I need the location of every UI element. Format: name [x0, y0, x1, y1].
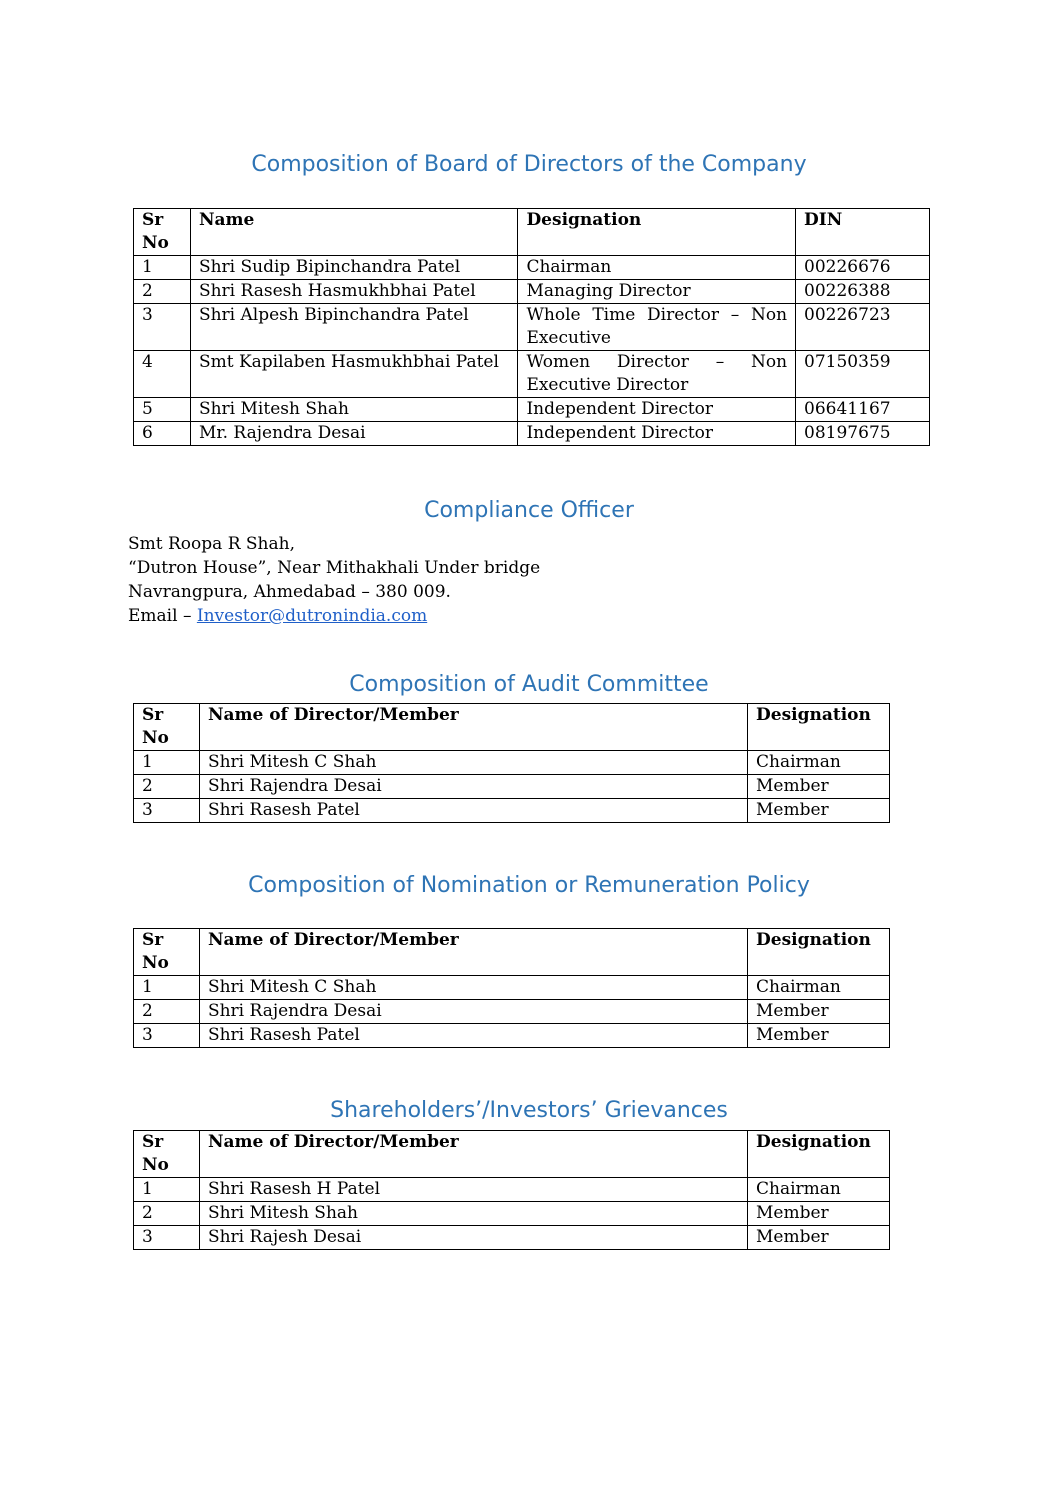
cell-din: 00226676	[796, 256, 930, 280]
address-line: Navrangpura, Ahmedabad – 380 009.	[128, 582, 451, 602]
cell-sr: 4	[134, 351, 191, 398]
email-label: Email –	[128, 606, 197, 626]
header-designation: Designation	[748, 929, 890, 976]
header-sr: Sr No	[134, 1131, 200, 1178]
header-designation: Designation	[748, 1131, 890, 1178]
table-row	[134, 398, 930, 422]
nomination-heading: Composition of Nomination or Remuneration Policy	[248, 873, 810, 898]
audit-table	[133, 703, 890, 823]
compliance-heading: Compliance Officer	[424, 498, 634, 523]
grievances-table	[133, 1130, 890, 1250]
table-header-row	[134, 929, 890, 976]
cell-name: Shri Mitesh C Shah	[199, 976, 747, 1000]
compliance-address	[128, 532, 540, 628]
table-row	[134, 256, 930, 280]
cell-sr: 1	[134, 751, 200, 775]
board-table	[133, 208, 930, 446]
cell-designation: Women Director – Non Executive Director	[518, 351, 796, 398]
table-row	[134, 799, 890, 823]
cell-name: Shri Mitesh C Shah	[199, 751, 747, 775]
header-name: Name of Director/Member	[199, 704, 747, 751]
cell-designation: Managing Director	[518, 280, 796, 304]
cell-name: Shri Mitesh Shah	[190, 398, 517, 422]
cell-sr: 5	[134, 398, 191, 422]
board-heading: Composition of Board of Directors of the Company	[251, 152, 807, 177]
cell-designation: Member	[748, 1000, 890, 1024]
cell-name: Shri Rajesh Desai	[199, 1226, 747, 1250]
cell-din: 07150359	[796, 351, 930, 398]
table-header-row	[134, 704, 890, 751]
header-sr: Sr No	[134, 704, 200, 751]
table-row	[134, 351, 930, 398]
cell-din: 06641167	[796, 398, 930, 422]
cell-sr: 2	[134, 280, 191, 304]
cell-din: 00226388	[796, 280, 930, 304]
table-row	[134, 775, 890, 799]
cell-din: 00226723	[796, 304, 930, 351]
cell-designation: Chairman	[748, 976, 890, 1000]
cell-name: Mr. Rajendra Desai	[190, 422, 517, 446]
table-header-row	[134, 209, 930, 256]
address-line: “Dutron House”, Near Mithakhali Under bridge	[128, 558, 541, 578]
cell-name: Shri Rajendra Desai	[199, 1000, 747, 1024]
cell-designation: Chairman	[748, 751, 890, 775]
table-row	[134, 976, 890, 1000]
cell-sr: 2	[134, 1000, 200, 1024]
cell-designation: Chairman	[748, 1178, 890, 1202]
table-row	[134, 1202, 890, 1226]
cell-name: Shri Rasesh Patel	[199, 1024, 747, 1048]
cell-name: Shri Alpesh Bipinchandra Patel	[190, 304, 517, 351]
cell-designation: Independent Director	[518, 398, 796, 422]
cell-sr: 3	[134, 304, 191, 351]
cell-sr: 2	[134, 1202, 200, 1226]
cell-sr: 1	[134, 976, 200, 1000]
cell-sr: 3	[134, 799, 200, 823]
email-line	[128, 604, 540, 628]
table-row	[134, 751, 890, 775]
header-designation: Designation	[518, 209, 796, 256]
header-sr: Sr No	[134, 209, 191, 256]
cell-name: Smt Kapilaben Hasmukhbhai Patel	[190, 351, 517, 398]
header-name: Name	[190, 209, 517, 256]
cell-sr: 2	[134, 775, 200, 799]
table-row	[134, 1178, 890, 1202]
cell-designation: Member	[748, 799, 890, 823]
cell-designation: Independent Director	[518, 422, 796, 446]
cell-sr: 1	[134, 1178, 200, 1202]
cell-designation: Member	[748, 1202, 890, 1226]
table-row	[134, 1000, 890, 1024]
cell-name: Shri Rajendra Desai	[199, 775, 747, 799]
header-sr: Sr No	[134, 929, 200, 976]
cell-name: Shri Rasesh Patel	[199, 799, 747, 823]
cell-name: Shri Rasesh H Patel	[199, 1178, 747, 1202]
cell-name: Shri Sudip Bipinchandra Patel	[190, 256, 517, 280]
cell-din: 08197675	[796, 422, 930, 446]
email-link[interactable]: Investor@dutronindia.com	[196, 606, 428, 626]
header-din: DIN	[796, 209, 930, 256]
cell-sr: 3	[134, 1024, 200, 1048]
cell-designation: Chairman	[518, 256, 796, 280]
table-row	[134, 1024, 890, 1048]
cell-designation: Whole Time Director – Non Executive	[518, 304, 796, 351]
address-line: Smt Roopa R Shah,	[128, 534, 295, 554]
header-designation: Designation	[748, 704, 890, 751]
table-row	[134, 1226, 890, 1250]
cell-name: Shri Mitesh Shah	[199, 1202, 747, 1226]
cell-sr: 3	[134, 1226, 200, 1250]
table-row	[134, 280, 930, 304]
audit-heading: Composition of Audit Committee	[349, 672, 709, 697]
table-row	[134, 422, 930, 446]
table-header-row	[134, 1131, 890, 1178]
grievances-heading: Shareholders’/Investors’ Grievances	[330, 1098, 728, 1123]
header-name: Name of Director/Member	[199, 1131, 747, 1178]
cell-designation: Member	[748, 1226, 890, 1250]
nomination-table	[133, 928, 890, 1048]
cell-sr: 1	[134, 256, 191, 280]
header-name: Name of Director/Member	[199, 929, 747, 976]
cell-designation: Member	[748, 775, 890, 799]
cell-sr: 6	[134, 422, 191, 446]
cell-designation: Member	[748, 1024, 890, 1048]
cell-name: Shri Rasesh Hasmukhbhai Patel	[190, 280, 517, 304]
table-row	[134, 304, 930, 351]
